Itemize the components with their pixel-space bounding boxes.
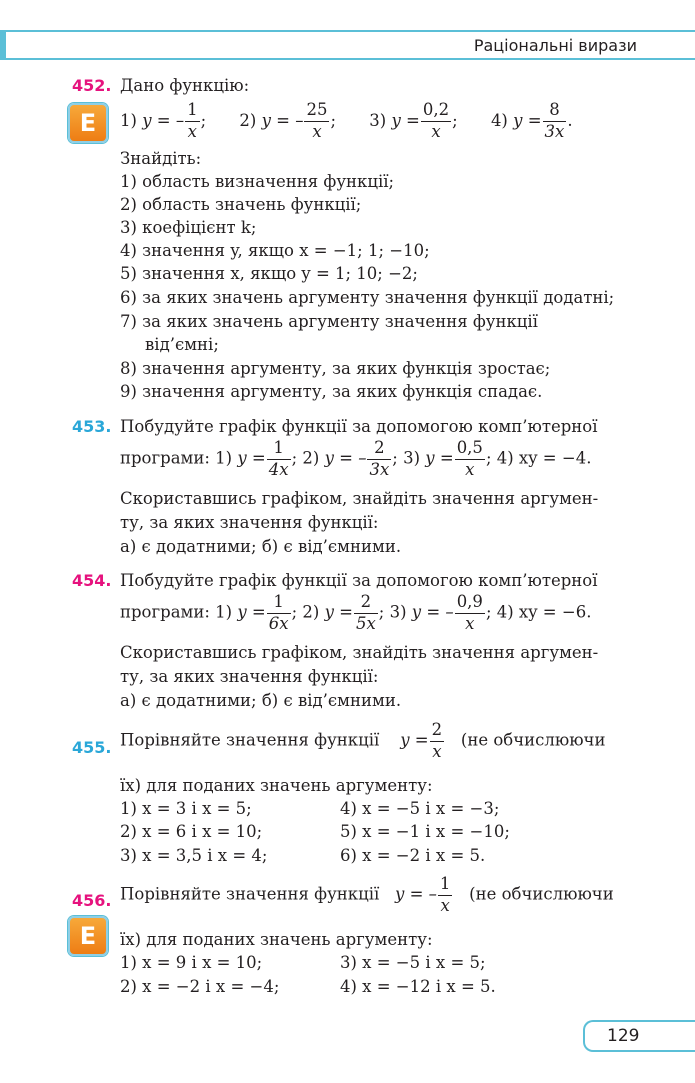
task-item-continued: від’ємні; (145, 335, 219, 354)
problem-number: 452. (72, 76, 112, 95)
problem-text: Порівняйте значення функції y = $\frac{2}{x}$ (не обчислюючи (120, 720, 606, 761)
task-item: 2) область значень функції; (120, 195, 362, 214)
problem-number: 454. (72, 571, 112, 590)
problem-text: Порівняйте значення функції y = – $\frac{1}{x}$ (не обчислюючи (120, 874, 614, 915)
case-item: 4) x = −12 і x = 5. (340, 977, 496, 996)
problem-text: Скориставшись графіком, знайдіть значення аргумен- (120, 489, 599, 508)
running-header (0, 30, 695, 60)
task-item: 4) значення y, якщо x = −1; 1; −10; (120, 241, 430, 260)
problem-text: Побудуйте графік функції за допомогою комп’ютерної (120, 417, 598, 436)
problem-text: а) є додатними; б) є від’ємними. (120, 537, 402, 556)
case-item: 2) x = −2 і x = −4; (120, 977, 280, 996)
case-item: 6) x = −2 і x = 5. (340, 846, 486, 865)
case-item: 3) x = −5 і x = 5; (340, 953, 486, 972)
function-list: програми: 1) y = $\frac{1}{4x}$ ; 2) y = – $\frac{2}{3x}$ ; 3) y = $\frac{0,5}{x}$ ; 4) xy = −4. (120, 438, 592, 479)
function-list (120, 102, 573, 140)
problem-number: 455. (72, 738, 112, 757)
e-badge-icon: E (68, 103, 108, 143)
task-item: 3) коефіцієнт k; (120, 218, 257, 237)
case-item: 1) x = 3 і x = 5; (120, 799, 252, 818)
task-item: 7) за яких значень аргументу значення функції (120, 312, 538, 331)
problem-number: 456. (72, 891, 112, 910)
function-item: 2) y = – $\frac{25}{x}$ ; (239, 100, 337, 141)
task-item: 9) значення аргументу, за яких функція спадає. (120, 382, 543, 401)
task-item: 8) значення аргументу, за яких функція зростає; (120, 359, 551, 378)
task-item: 1) область визначення функції; (120, 172, 395, 191)
task-item: 6) за яких значень аргументу значення функції додатні; (120, 288, 615, 307)
page-number-tab (583, 1020, 695, 1052)
problem-text: ту, за яких значення функції: (120, 667, 379, 686)
problem-text: їх) для поданих значень аргументу: (120, 776, 433, 795)
problem-text: ту, за яких значення функції: (120, 513, 379, 532)
case-item: 4) x = −5 і x = −3; (340, 799, 500, 818)
problem-text: Побудуйте графік функції за допомогою комп’ютерної (120, 571, 598, 590)
task-item: 5) значення x, якщо y = 1; 10; −2; (120, 264, 418, 283)
section-title: Раціональні вирази (473, 36, 637, 55)
find-label: Знайдіть: (120, 149, 202, 168)
case-item: 1) x = 9 і x = 10; (120, 953, 263, 972)
function-item: 4) y = $\frac{8}{3x}$ . (490, 100, 573, 141)
case-item: 3) x = 3,5 і x = 4; (120, 846, 268, 865)
case-item: 2) x = 6 і x = 10; (120, 822, 263, 841)
case-item: 5) x = −1 і x = −10; (340, 822, 510, 841)
problem-text: Скориставшись графіком, знайдіть значення аргумен- (120, 643, 599, 662)
function-item: 1) y = – $\frac{1}{x}$ ; (120, 100, 207, 141)
function-list: програми: 1) y = $\frac{1}{6x}$ ; 2) y = $\frac{2}{5x}$ ; 3) y = – $\frac{0,9}{x}$ ; 4) xy = −6. (120, 592, 592, 633)
e-badge-icon: E (68, 916, 108, 956)
problem-text: а) є додатними; б) є від’ємними. (120, 691, 402, 710)
problem-number: 453. (72, 417, 112, 436)
problem-text: їх) для поданих значень аргументу: (120, 930, 433, 949)
problem-intro: Дано функцію: (120, 76, 250, 95)
page-number: 129 (607, 1026, 640, 1046)
function-item: 3) y = $\frac{0,2}{x}$ ; (369, 100, 458, 141)
